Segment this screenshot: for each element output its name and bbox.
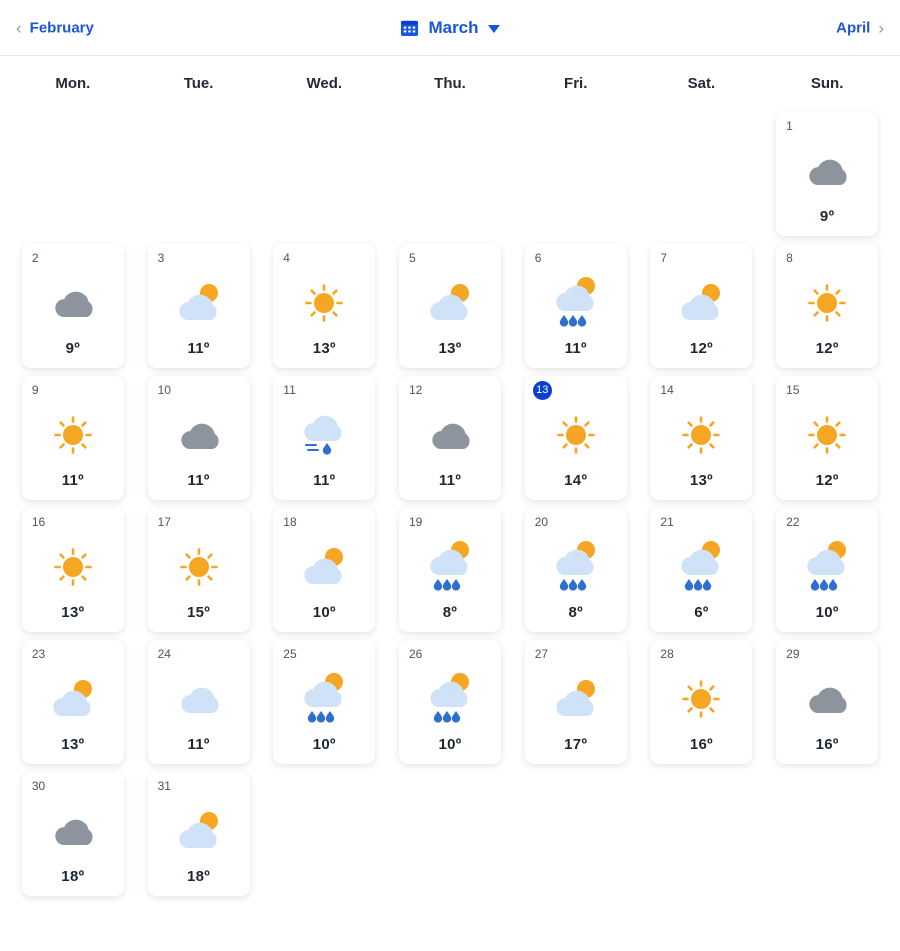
day-card[interactable]: [650, 508, 752, 632]
day-temperature: 11º: [438, 472, 462, 489]
day-card[interactable]: [22, 376, 124, 500]
day-temperature: 11º: [187, 736, 210, 753]
day-temperature: 13º: [689, 472, 713, 489]
today-date-badge: 13: [533, 381, 552, 400]
day-card[interactable]: [525, 640, 627, 764]
day-temperature: 16º: [689, 736, 713, 753]
day-temperature: 10º: [312, 736, 336, 753]
day-cell: [513, 376, 639, 500]
day-date-label: 27: [534, 647, 549, 661]
weekday-header-row: [0, 56, 900, 110]
weather-sun-rain-icon: [535, 532, 617, 604]
empty-day-placeholder: [399, 112, 501, 236]
day-temperature: 12º: [815, 472, 839, 489]
day-cell: [387, 640, 513, 764]
day-cell: [136, 508, 262, 632]
day-card[interactable]: [148, 772, 250, 896]
day-card[interactable]: [148, 376, 250, 500]
day-temperature: 14º: [564, 472, 588, 489]
day-cell: [10, 772, 136, 896]
day-cell: [764, 112, 890, 236]
empty-day-cell: [513, 112, 639, 236]
chevron-right-icon: ›: [878, 18, 884, 37]
day-temperature: 11º: [313, 472, 336, 489]
day-card[interactable]: [273, 508, 375, 632]
empty-day-placeholder: [148, 112, 250, 236]
day-date-label: 17: [157, 515, 171, 529]
day-date-label: 14: [660, 383, 674, 397]
weekday-label: Thu.: [434, 74, 466, 92]
weather-cloud-drizzle-icon: [283, 400, 365, 472]
next-month-label: April: [836, 19, 871, 36]
weather-cloud-icon: [158, 400, 240, 472]
weekday-label: Sat.: [687, 74, 716, 92]
day-cell: [136, 772, 262, 896]
calendar-day-grid: [0, 110, 900, 896]
weather-sun-icon: [283, 268, 365, 340]
weather-partly-sunny-icon: [535, 664, 617, 736]
weather-sun-rain-icon: [283, 664, 365, 736]
day-date-label: 8: [786, 251, 793, 265]
day-date-label: 7: [660, 251, 668, 265]
day-cell: [10, 244, 136, 368]
day-card[interactable]: [273, 376, 375, 500]
empty-day-cell: [387, 112, 513, 236]
day-cell: [136, 244, 262, 368]
weather-cloud-icon: [32, 796, 114, 868]
empty-day-cell: [10, 112, 136, 236]
weekday-label: Fri.: [564, 74, 588, 92]
day-date-label: 2: [31, 251, 39, 265]
day-card[interactable]: [148, 508, 250, 632]
day-date-label: 21: [660, 515, 674, 529]
day-cell: [513, 508, 639, 632]
day-cell: [639, 244, 765, 368]
weather-sun-rain-icon: [660, 532, 742, 604]
day-date-label: 16: [31, 515, 46, 529]
weather-sun-icon: [32, 400, 114, 472]
day-cell: [136, 640, 262, 764]
day-card[interactable]: [650, 244, 752, 368]
weather-sun-icon: [660, 400, 742, 472]
day-temperature: 13º: [438, 340, 462, 357]
day-cell: [387, 376, 513, 500]
weather-sun-rain-icon: [409, 532, 491, 604]
weekday-label: Mon.: [55, 74, 91, 92]
chevron-left-icon: ‹: [16, 18, 22, 37]
weather-partly-sunny-icon: [409, 268, 491, 340]
empty-day-placeholder: [22, 112, 124, 236]
day-date-label: 5: [408, 251, 416, 265]
day-temperature: 8º: [442, 604, 458, 621]
day-card[interactable]: [650, 376, 752, 500]
day-cell: [639, 640, 765, 764]
weather-sun-icon: [786, 400, 868, 472]
weather-partly-sunny-icon: [283, 532, 365, 604]
day-cell: [136, 376, 262, 500]
day-cell: [10, 508, 136, 632]
day-temperature: 12º: [689, 340, 713, 357]
empty-day-placeholder: [525, 112, 627, 236]
day-cell: [261, 508, 387, 632]
day-card[interactable]: [650, 640, 752, 764]
weather-sun-icon: [660, 664, 742, 736]
day-cell: [639, 376, 765, 500]
empty-day-cell: [136, 112, 262, 236]
day-cell: [261, 244, 387, 368]
day-card[interactable]: [22, 772, 124, 896]
day-temperature: 8º: [568, 604, 583, 621]
day-temperature: 18º: [61, 868, 85, 885]
weekday-label: Wed.: [306, 74, 343, 92]
day-temperature: 6º: [694, 604, 709, 621]
day-temperature: 9º: [65, 340, 81, 357]
day-temperature: 10º: [438, 736, 462, 753]
day-temperature: 9º: [819, 208, 835, 225]
day-card[interactable]: [776, 244, 878, 368]
next-month-button[interactable]: [836, 19, 884, 36]
weather-partly-sunny-icon: [660, 268, 742, 340]
day-card[interactable]: [399, 244, 501, 368]
day-cell: [764, 376, 890, 500]
day-date-label: 19: [408, 515, 423, 529]
day-card[interactable]: [399, 640, 501, 764]
weekday-label: Tue.: [183, 74, 214, 92]
day-temperature: 11º: [187, 340, 210, 357]
day-temperature: 16º: [815, 736, 839, 753]
chevron-down-icon[interactable]: [488, 25, 500, 33]
calendar-header: [0, 0, 900, 56]
day-cell: [10, 376, 136, 500]
day-card[interactable]: [148, 244, 250, 368]
day-cell: [261, 376, 387, 500]
day-date-label: 6: [534, 251, 542, 265]
day-date-label: 9: [31, 383, 39, 397]
day-card[interactable]: [776, 112, 878, 236]
day-date-label: 31: [157, 779, 171, 793]
weather-cloud-light-icon: [158, 664, 240, 736]
day-cell: [513, 640, 639, 764]
day-date-label: 12: [408, 383, 423, 397]
day-date-label: 24: [157, 647, 171, 661]
day-temperature: 10º: [815, 604, 839, 621]
day-date-label: 10: [157, 383, 171, 397]
day-cell: [10, 640, 136, 764]
day-cell: [513, 244, 639, 368]
weather-sun-rain-icon: [409, 664, 491, 736]
day-date-label: 26: [408, 647, 423, 661]
day-card[interactable]: [148, 640, 250, 764]
weather-cloud-icon: [786, 136, 868, 208]
weather-partly-sunny-icon: [158, 268, 240, 340]
day-card[interactable]: [273, 244, 375, 368]
current-month-label: March: [428, 17, 479, 37]
prev-month-button[interactable]: [16, 19, 94, 36]
day-cell: [387, 244, 513, 368]
day-card[interactable]: [776, 376, 878, 500]
day-date-label: 18: [283, 515, 297, 529]
empty-day-placeholder: [273, 112, 375, 236]
day-date-label: 28: [660, 647, 674, 661]
day-card[interactable]: [22, 508, 124, 632]
day-cell: [261, 640, 387, 764]
weather-sun-rain-icon: [786, 532, 868, 604]
empty-day-cell: [639, 112, 765, 236]
empty-day-cell: [261, 112, 387, 236]
day-temperature: 13º: [61, 604, 85, 621]
day-temperature: 11º: [187, 472, 210, 489]
day-cell: [764, 244, 890, 368]
prev-month-label: February: [29, 19, 94, 36]
month-selector[interactable]: [400, 18, 499, 38]
day-temperature: 13º: [61, 736, 85, 753]
day-card[interactable]: [776, 640, 878, 764]
weather-partly-sunny-icon: [32, 664, 114, 736]
day-date-label: 4: [283, 251, 290, 265]
day-card[interactable]: [273, 640, 375, 764]
day-temperature: 10º: [312, 604, 336, 621]
weather-sun-icon: [32, 532, 114, 604]
day-date-label: 1: [786, 119, 793, 133]
day-date-label: 29: [786, 647, 800, 661]
weather-sun-icon: [158, 532, 240, 604]
day-temperature: 18º: [187, 868, 211, 885]
day-date-label: 11: [283, 383, 296, 397]
day-cell: [764, 640, 890, 764]
weather-cloud-icon: [409, 400, 491, 472]
weather-sun-icon: [535, 400, 617, 472]
day-card[interactable]: [525, 508, 627, 632]
weather-partly-sunny-icon: [158, 796, 240, 868]
day-date-label: 22: [786, 515, 800, 529]
day-temperature: 11º: [564, 340, 587, 357]
day-temperature: 12º: [815, 340, 839, 357]
day-temperature: 15º: [187, 604, 211, 621]
day-card[interactable]: [525, 244, 627, 368]
day-date-label: 30: [31, 779, 46, 793]
weekday-label: Sun.: [810, 74, 844, 92]
empty-day-placeholder: [650, 112, 752, 236]
day-date-label: 20: [534, 515, 549, 529]
day-card[interactable]: [399, 376, 501, 500]
weather-cloud-icon: [786, 664, 868, 736]
day-card[interactable]: [776, 508, 878, 632]
day-card[interactable]: [525, 376, 627, 500]
day-temperature: 17º: [564, 736, 588, 753]
day-date-label: 3: [157, 251, 165, 265]
day-date-label: 23: [31, 647, 46, 661]
day-cell: [387, 508, 513, 632]
day-cell: [639, 508, 765, 632]
day-cell: [764, 508, 890, 632]
day-date-label: 15: [786, 383, 800, 397]
weather-sun-icon: [786, 268, 868, 340]
day-temperature: 13º: [312, 340, 336, 357]
day-card[interactable]: [399, 508, 501, 632]
day-date-label: 25: [283, 647, 297, 661]
weather-cloud-icon: [32, 268, 114, 340]
day-card[interactable]: [22, 244, 124, 368]
day-card[interactable]: [22, 640, 124, 764]
calendar-icon: [400, 18, 419, 37]
day-temperature: 11º: [61, 472, 84, 489]
weather-sun-rain-icon: [535, 268, 617, 340]
